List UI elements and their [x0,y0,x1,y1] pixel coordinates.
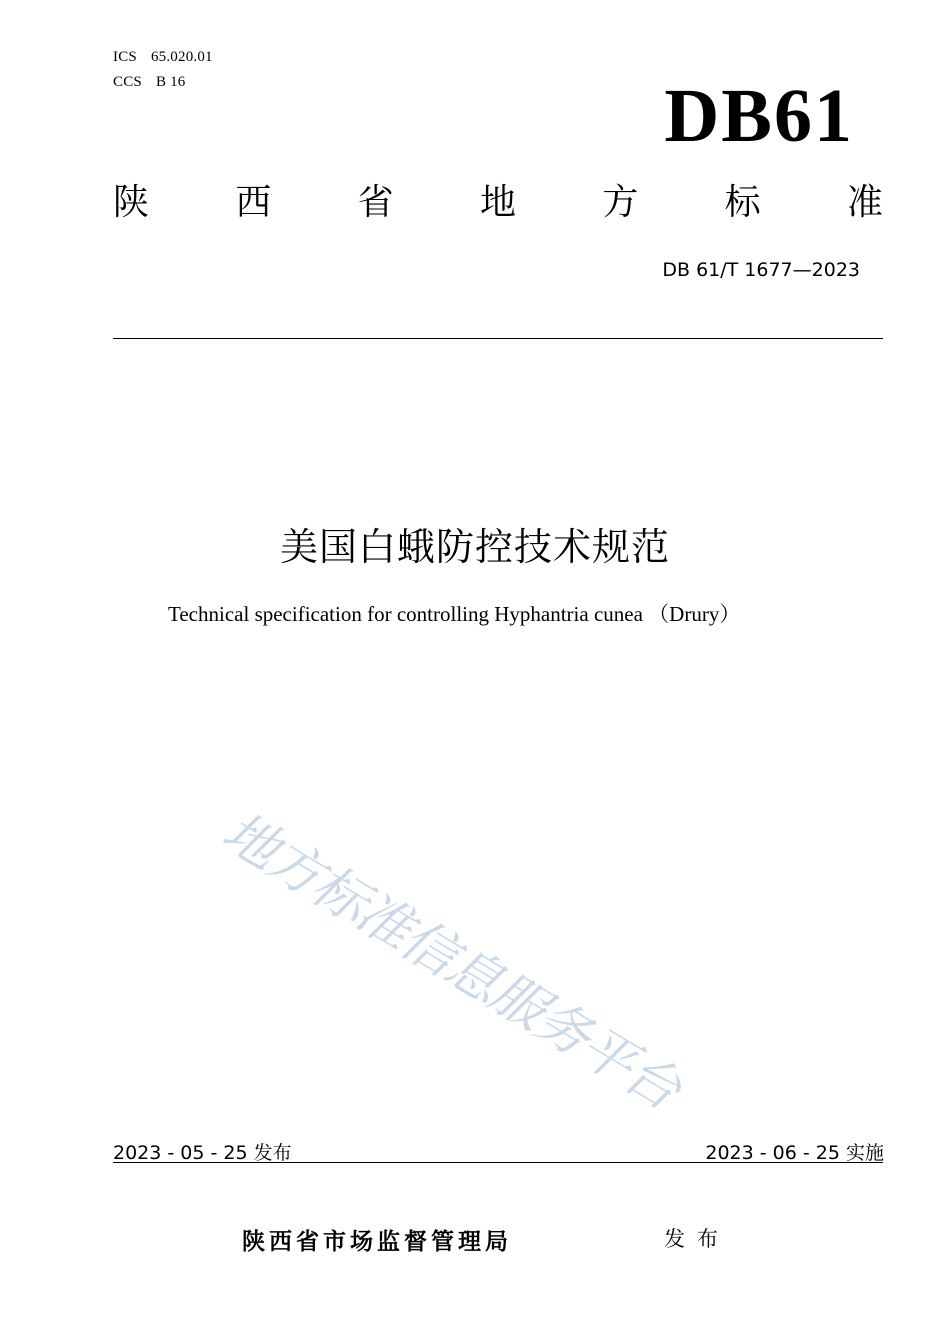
provincial-title-char: 准 [846,182,883,223]
top-divider [113,338,883,339]
standard-logo: DB61 [664,74,854,158]
ccs-code [113,74,186,91]
ccs-label: CCS [113,74,142,90]
provincial-title [113,182,883,223]
bottom-divider [113,1162,883,1163]
ics-label: ICS [113,49,137,65]
provincial-title-char: 标 [724,182,761,223]
publisher-name: 陕西省市场监督管理局 [242,1229,512,1255]
ccs-value: B 16 [155,74,186,90]
provincial-title-char: 陕 [113,182,150,223]
ics-value: 65.020.01 [150,49,213,65]
document-title-english: Technical specification for controlling Hyphantria cunea （Drury） [168,602,741,626]
ics-code [113,49,213,66]
provincial-title-char: 西 [235,182,272,223]
provincial-title-char: 省 [357,182,394,223]
document-title-chinese: 美国白蛾防控技术规范 [279,525,670,569]
release-date: 2023 - 05 - 25 发布 [113,1142,292,1164]
watermark: 地方标准信息服务平台 [211,799,691,1122]
watermark-container [211,790,810,1122]
provincial-title-char: 方 [602,182,639,223]
provincial-title-char: 地 [479,182,516,223]
implementation-date: 2023 - 06 - 25 实施 [705,1142,884,1164]
standard-number: DB 61/T 1677—2023 [662,259,860,281]
publish-label: 发布 [664,1227,730,1251]
